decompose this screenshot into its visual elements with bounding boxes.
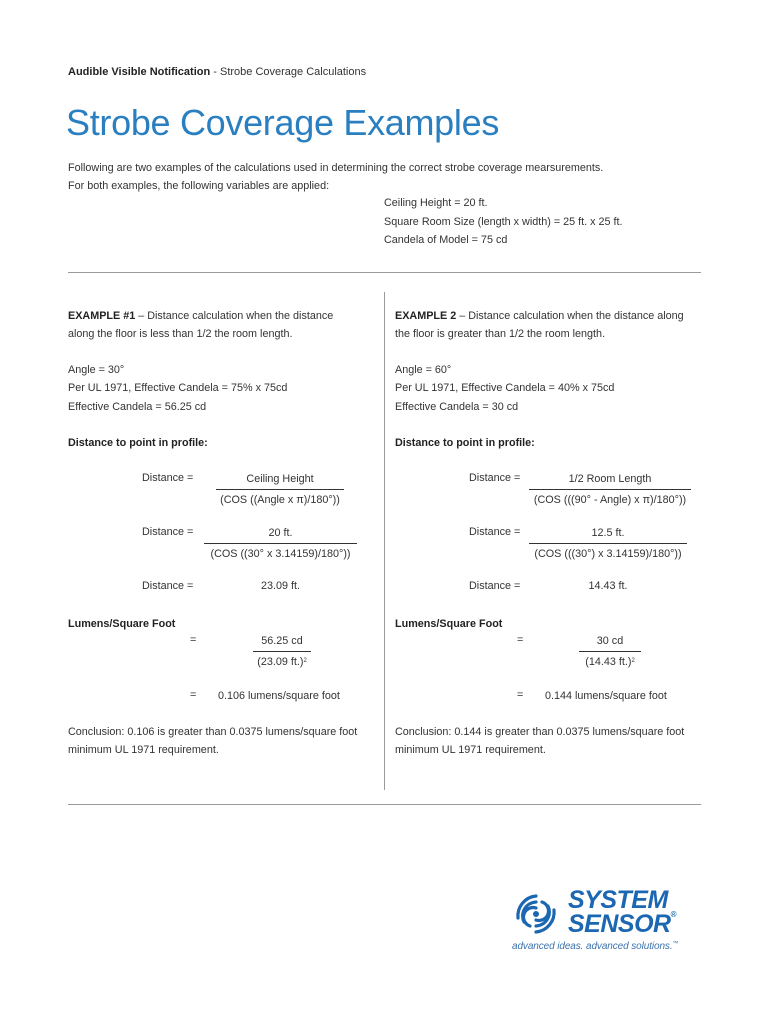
example-2-conclusion-line-2: minimum UL 1971 requirement. (395, 744, 546, 756)
example-2-substituted-formula (529, 526, 687, 561)
example-1-desc-line-2: along the floor is less than 1/2 the room length. (68, 328, 293, 340)
variable-room-size: Square Room Size (length x width) = 25 ft. x 25 ft. (384, 215, 623, 228)
example-2-lumens-formula (579, 634, 641, 669)
example-1-desc-line-1: – Distance calculation when the distance (135, 310, 334, 322)
tagline-text: advanced ideas. advanced solutions. (512, 941, 673, 952)
example-1-distance-result: 23.09 ft. (260, 580, 301, 592)
example-2-equals-2: = (517, 689, 524, 701)
example-2-lumens-heading: Lumens/Square Foot (395, 618, 503, 630)
example-2-distance-heading: Distance to point in profile: (395, 437, 535, 449)
column-divider (384, 292, 385, 790)
document-header (68, 66, 366, 78)
lumens-exponent: 2 (631, 658, 635, 664)
formula-numerator: Ceiling Height (246, 473, 314, 485)
example-2-heading: EXAMPLE 2 (395, 310, 457, 322)
example-2-desc-line-2: the floor is greater than 1/2 the room length. (395, 328, 606, 340)
logo-wordmark-sensor: SENSOR (568, 910, 671, 938)
header-section: Audible Visible Notification (68, 66, 211, 78)
page-title: Strobe Coverage Examples (66, 102, 500, 143)
intro-line-1: Following are two examples of the calculations used in determining the correct strobe coverage mearsurements. (68, 162, 604, 174)
formula-denominator: (COS (((90° - Angle) x π)/180°)) (533, 494, 687, 506)
example-1-effective-candela-calc: Per UL 1971, Effective Candela = 75% x 75cd (68, 382, 288, 394)
example-1-lumens-formula (253, 634, 311, 669)
example-2-conclusion-line-1: Conclusion: 0.144 is greater than 0.0375 lumens/square foot (395, 726, 685, 738)
logo-tagline (512, 941, 678, 952)
example-2-distance-label-3: Distance = (469, 580, 521, 592)
example-2-distance-result: 14.43 ft. (588, 580, 628, 592)
trademark-mark: ™ (672, 941, 679, 947)
example-1-effective-candela: Effective Candela = 56.25 cd (68, 401, 207, 413)
example-2-description (395, 307, 684, 325)
example-2-desc-line-1: – Distance calculation when the distance along (456, 310, 684, 322)
system-sensor-logo (508, 886, 708, 958)
formula-denominator: (COS (((30°) x 3.14159)/180°)) (534, 548, 682, 560)
example-1-equals-2: = (190, 689, 197, 701)
registered-mark: ® (670, 910, 676, 919)
example-2-effective-candela: Effective Candela = 30 cd (395, 401, 519, 413)
bottom-divider (68, 804, 701, 805)
example-1-description (68, 307, 333, 325)
intro-line-2: For both examples, the following variables are applied: (68, 180, 330, 192)
intro-paragraph (68, 159, 708, 195)
lumens-denominator-base: (23.09 ft.) (257, 656, 304, 668)
example-1-lumens-result: 0.106 lumens/square foot (218, 690, 340, 702)
formula-numerator: 20 ft. (268, 527, 293, 539)
example-1-conclusion-line-2: minimum UL 1971 requirement. (68, 744, 219, 756)
lumens-exponent: 2 (303, 658, 307, 664)
lumens-denominator (579, 652, 641, 669)
formula-numerator: 12.5 ft. (591, 527, 625, 539)
logo-wordmark-line-2 (568, 910, 676, 939)
formula-denominator: (COS ((30° x 3.14159)/180°)) (210, 548, 351, 560)
example-1-distance-label-2: Distance = (142, 526, 194, 538)
example-1-conclusion-line-1: Conclusion: 0.106 is greater than 0.0375 lumens/square foot (68, 726, 358, 738)
example-1-angle: Angle = 30° (68, 364, 125, 376)
variable-ceiling-height: Ceiling Height = 20 ft. (384, 197, 488, 209)
formula-denominator: (COS ((Angle x π)/180°)) (220, 494, 340, 506)
sensor-emblem-icon (510, 888, 562, 940)
top-divider (68, 272, 701, 273)
example-2-lumens-result: 0.144 lumens/square foot (545, 690, 667, 702)
example-1-heading: EXAMPLE #1 (68, 310, 136, 322)
example-1-formula (216, 472, 344, 507)
lumens-denominator-base: (14.43 ft.) (585, 656, 632, 668)
example-2-formula (529, 472, 691, 507)
lumens-numerator: 56.25 cd (261, 635, 303, 647)
example-1-distance-heading: Distance to point in profile: (68, 437, 208, 449)
logo-wordmark-line-1: SYSTEM (568, 886, 668, 914)
example-2-effective-candela-calc: Per UL 1971, Effective Candela = 40% x 75cd (395, 382, 615, 394)
variables-list (384, 194, 623, 250)
example-2-distance-label-1: Distance = (469, 472, 521, 484)
formula-numerator: 1/2 Room Length (568, 473, 652, 485)
example-2-angle: Angle = 60° (395, 364, 452, 376)
example-1-lumens-heading: Lumens/Square Foot (68, 618, 176, 630)
example-1-substituted-formula (204, 526, 357, 561)
lumens-denominator (253, 652, 311, 669)
example-1-distance-label-3: Distance = (142, 580, 194, 592)
example-2-distance-label-2: Distance = (469, 526, 521, 538)
variable-candela: Candela of Model = 75 cd (384, 234, 508, 246)
lumens-numerator: 30 cd (596, 635, 624, 647)
header-subsection: - Strobe Coverage Calculations (210, 66, 367, 78)
example-1-distance-label-1: Distance = (142, 472, 194, 484)
example-2-equals-1: = (517, 634, 524, 646)
example-1-equals-1: = (190, 634, 197, 646)
